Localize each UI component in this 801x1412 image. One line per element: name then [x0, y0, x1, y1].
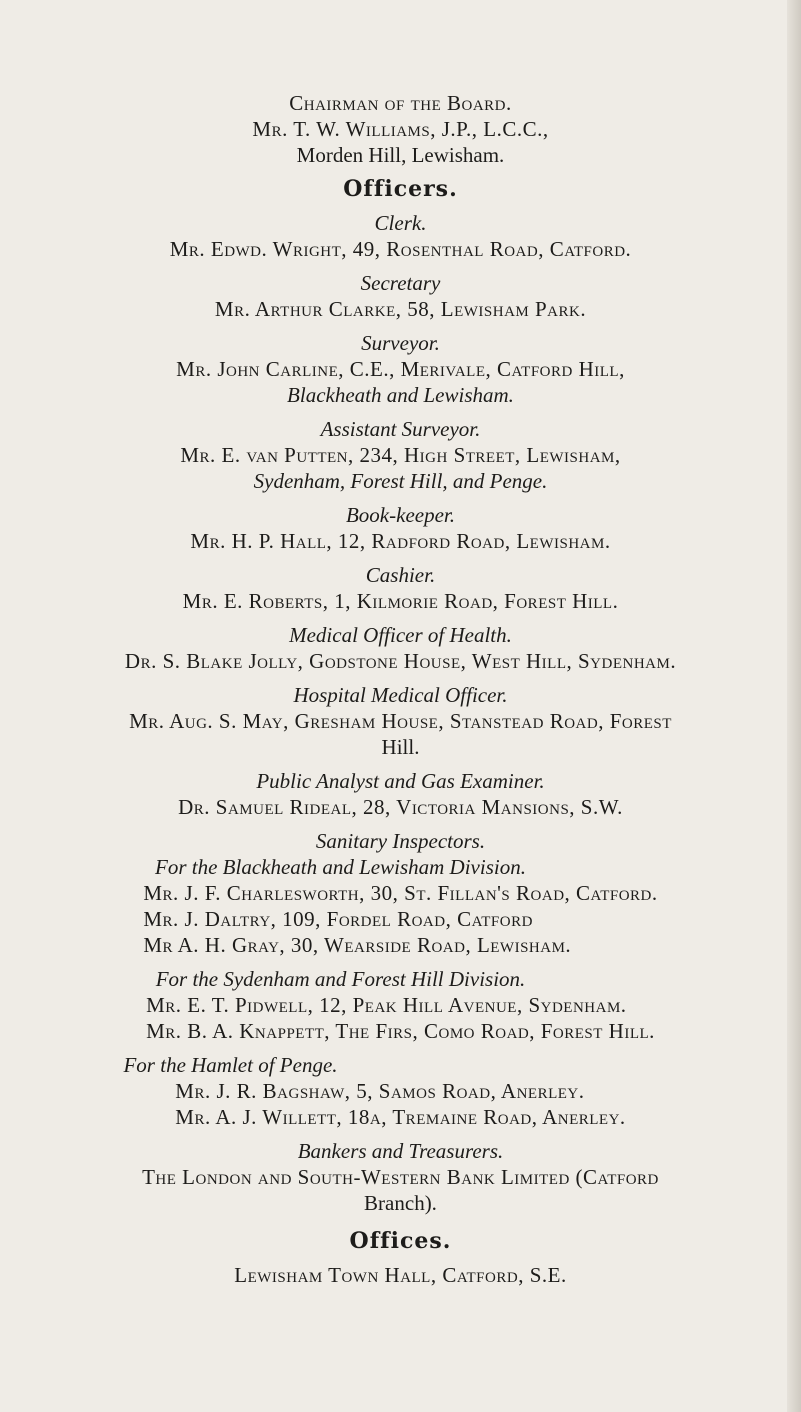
inspector-entry: Mr. B. A. Knappett, The Firs, Como Road, Forest Hill.	[146, 1019, 655, 1043]
bankers-entry-line1: The London and South-Western Bank Limited (Catford	[142, 1165, 659, 1189]
division-penge-list	[175, 1078, 625, 1130]
offices-heading: Offices.	[349, 1228, 452, 1254]
secretary-title: Secretary	[360, 271, 441, 295]
division-sydenham-title: For the Sydenham and Forest Hill Division.	[155, 967, 526, 991]
bankers-entry-line2: Branch).	[364, 1191, 437, 1215]
public-analyst-title: Public Analyst and Gas Examiner.	[256, 769, 545, 793]
surveyor-entry: Mr. John Carline, C.E., Merivale, Catford Hill,	[176, 357, 625, 381]
inspector-entry: Mr A. H. Gray, 30, Wearside Road, Lewisham.	[143, 933, 572, 957]
officers-heading: Officers.	[343, 176, 458, 202]
book-keeper-entry: Mr. H. P. Hall, 12, Radford Road, Lewisham.	[190, 529, 611, 553]
officers-page	[0, 90, 801, 1288]
assistant-surveyor-title: Assistant Surveyor.	[320, 417, 481, 441]
surveyor-title: Surveyor.	[361, 331, 440, 355]
sanitary-inspectors-title: Sanitary Inspectors.	[315, 829, 486, 853]
hospital-officer-entry-line1: Mr. Aug. S. May, Gresham House, Stanstead Road, Forest	[129, 709, 672, 733]
public-analyst-entry: Dr. Samuel Rideal, 28, Victoria Mansions, S.W.	[178, 795, 623, 819]
chairman-address: Morden Hill, Lewisham.	[296, 143, 505, 167]
clerk-title: Clerk.	[374, 211, 427, 235]
hospital-officer-title: Hospital Medical Officer.	[293, 683, 508, 707]
assistant-surveyor-district: Sydenham, Forest Hill, and Penge.	[253, 469, 548, 493]
clerk-entry: Mr. Edwd. Wright, 49, Rosenthal Road, Catford.	[169, 237, 632, 261]
secretary-entry: Mr. Arthur Clarke, 58, Lewisham Park.	[214, 297, 587, 321]
chairman-name: Mr. T. W. Williams, J.P., L.C.C.,	[252, 117, 549, 141]
inspector-entry: Mr. J. F. Charlesworth, 30, St. Fillan's Road, Catford.	[143, 881, 658, 905]
hospital-officer-entry-line2: Hill.	[381, 735, 420, 759]
bankers-title: Bankers and Treasurers.	[297, 1139, 504, 1163]
division-penge-title: For the Hamlet of Penge.	[123, 1053, 338, 1077]
division-blackheath-title: For the Blackheath and Lewisham Division.	[155, 855, 526, 879]
division-sydenham-list	[146, 992, 655, 1044]
offices-address: Lewisham Town Hall, Catford, S.E.	[234, 1263, 567, 1287]
inspector-entry: Mr. J. Daltry, 109, Fordel Road, Catford	[143, 907, 533, 931]
medical-officer-title: Medical Officer of Health.	[289, 623, 512, 647]
medical-officer-entry: Dr. S. Blake Jolly, Godstone House, West Hill, Sydenham.	[124, 649, 677, 673]
inspector-entry: Mr. E. T. Pidwell, 12, Peak Hill Avenue, Sydenham.	[146, 993, 627, 1017]
division-blackheath-list	[143, 880, 657, 958]
chairman-heading: Chairman of the Board.	[289, 91, 512, 115]
surveyor-district: Blackheath and Lewisham.	[287, 383, 514, 407]
inspector-entry: Mr. J. R. Bagshaw, 5, Samos Road, Anerley.	[175, 1079, 585, 1103]
cashier-title: Cashier.	[365, 563, 436, 587]
cashier-entry: Mr. E. Roberts, 1, Kilmorie Road, Forest Hill.	[182, 589, 619, 613]
inspector-entry: Mr. A. J. Willett, 18a, Tremaine Road, Anerley.	[175, 1105, 626, 1129]
book-keeper-title: Book-keeper.	[345, 503, 456, 527]
assistant-surveyor-entry: Mr. E. van Putten, 234, High Street, Lewisham,	[180, 443, 621, 467]
